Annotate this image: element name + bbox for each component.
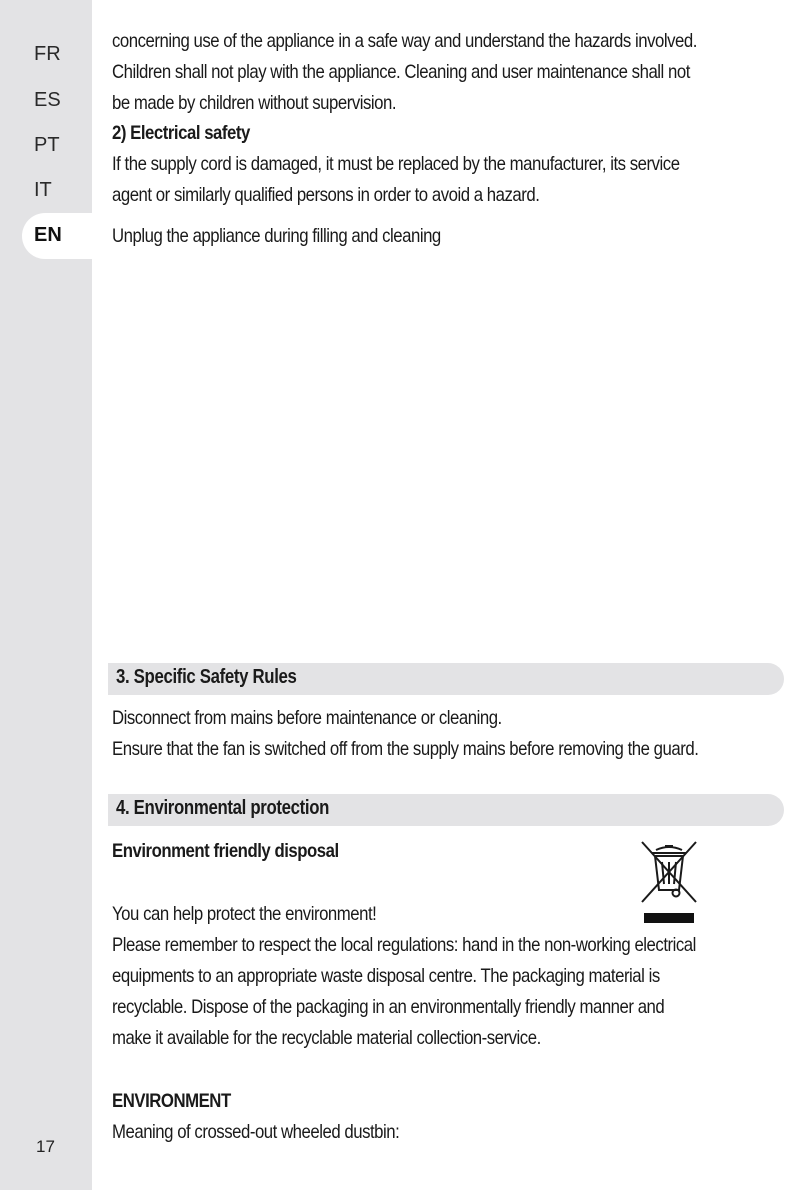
electrical-safety-heading: 2) Electrical safety — [112, 122, 250, 144]
electrical-line: If the supply cord is damaged, it must be replaced by the manufacturer, its service — [112, 153, 680, 175]
section-3-title: 3. Specific Safety Rules — [116, 666, 297, 688]
unplug-line: Unplug the appliance during filling and cleaning — [112, 225, 441, 247]
section-3-header — [108, 663, 784, 695]
intro-line: be made by children without supervision. — [112, 92, 397, 114]
intro-line: concerning use of the appliance in a safe way and understand the hazards involved. — [112, 30, 697, 52]
page-number: 17 — [36, 1137, 55, 1156]
disposal-heading: Environment friendly disposal — [112, 840, 339, 862]
crossed-out-wheeled-bin-icon — [638, 840, 700, 924]
intro-line: Children shall not play with the appliance. Cleaning and user maintenance shall not — [112, 61, 690, 83]
lang-tab-es[interactable]: ES — [34, 89, 61, 111]
active-language-label: EN — [34, 224, 62, 246]
section-4-header — [108, 794, 784, 826]
lang-tab-pt[interactable]: PT — [34, 134, 60, 156]
language-sidebar — [0, 0, 92, 1190]
lang-tab-en-active[interactable] — [22, 213, 92, 259]
environment-heading: ENVIRONMENT — [112, 1090, 231, 1112]
lang-tab-fr[interactable]: FR — [34, 43, 61, 65]
lang-tab-it[interactable]: IT — [34, 179, 52, 201]
section-3-line: Ensure that the fan is switched off from the supply mains before removing the guard. — [112, 738, 699, 760]
disposal-line: make it available for the recyclable material collection-service. — [112, 1027, 541, 1049]
electrical-line: agent or similarly qualified persons in order to avoid a hazard. — [112, 184, 540, 206]
disposal-line: recyclable. Dispose of the packaging in an environmentally friendly manner and — [112, 996, 665, 1018]
disposal-line: equipments to an appropriate waste disposal centre. The packaging material is — [112, 965, 660, 987]
disposal-line: Please remember to respect the local regulations: hand in the non-working electrical — [112, 934, 696, 956]
environment-line: Meaning of crossed-out wheeled dustbin: — [112, 1121, 400, 1143]
section-3-line: Disconnect from mains before maintenance or cleaning. — [112, 707, 502, 729]
section-4-title: 4. Environmental protection — [116, 797, 330, 819]
disposal-line: You can help protect the environment! — [112, 903, 377, 925]
